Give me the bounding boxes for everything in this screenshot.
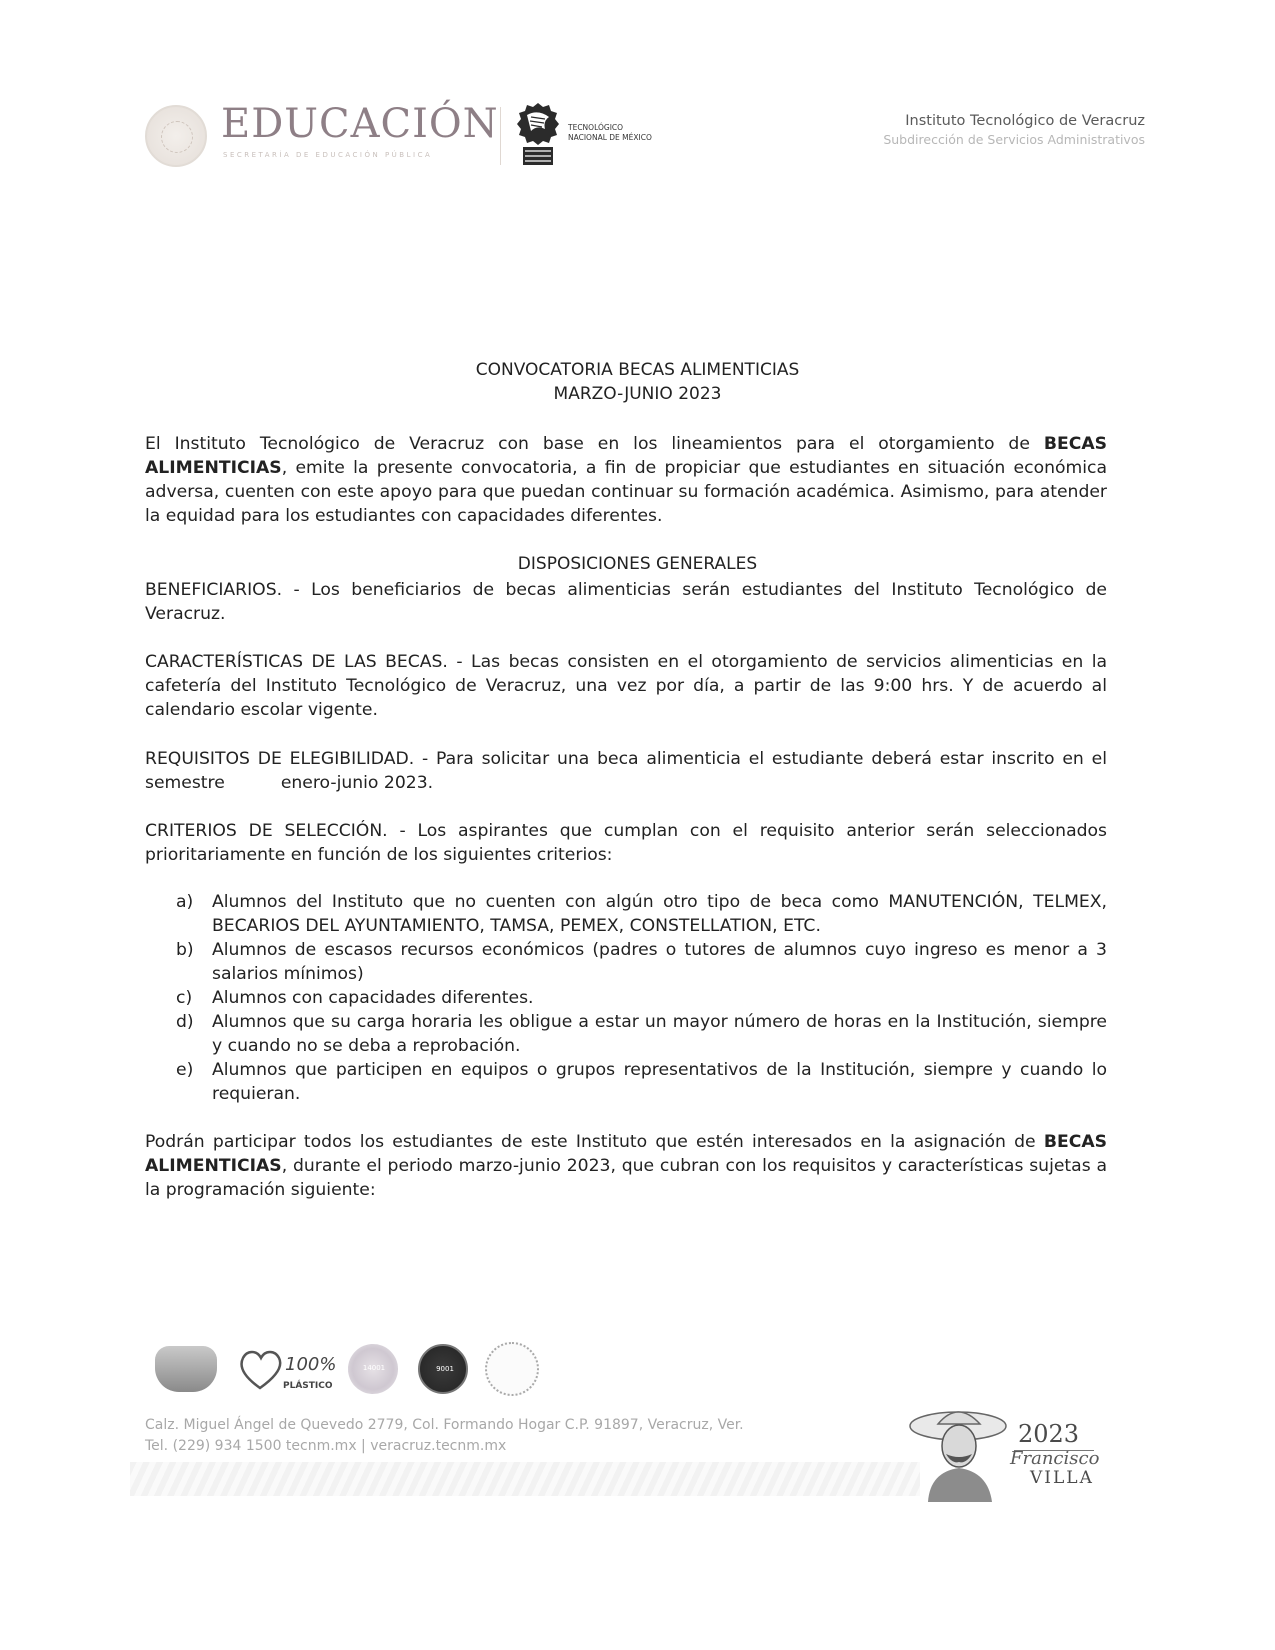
closing-text-bold: BECAS ALIMENTICIAS — [145, 1132, 1107, 1176]
iso-9001-badge-icon — [418, 1344, 468, 1394]
requirements-text-1: - Para solicitar una beca alimenticia el estudiante deberá estar inscrito en el semestre — [145, 749, 1107, 793]
list-item-text: Alumnos que su carga horaria les obligue a estar un mayor número de horas en la Institución, siempre y cuando no se deba a reprobación. — [212, 1012, 1107, 1056]
criteria-paragraph — [145, 819, 1107, 867]
criteria-list — [176, 890, 1107, 1106]
page-header — [145, 95, 1145, 185]
criteria-label: CRITERIOS DE SELECCIÓN. — [145, 821, 388, 841]
list-item-letter: a) — [176, 892, 194, 912]
criteria-text: - Los aspirantes que cumplan con el requisito anterior serán seleccionados prioritariamente en función de los siguientes criterios: — [145, 821, 1107, 865]
footer-address: Calz. Miguel Ángel de Quevedo 2779, Col. Formando Hogar C.P. 91897, Veracruz, Ver. — [145, 1417, 744, 1433]
tecnm-logo-text — [568, 123, 652, 143]
tecnm-line-2: NACIONAL DE MÉXICO — [568, 133, 652, 142]
list-item-letter: d) — [176, 1012, 194, 1032]
certification-badges — [155, 1340, 545, 1400]
francisco-villa-portrait-icon — [908, 1398, 1020, 1502]
national-seal-icon — [145, 105, 207, 167]
document-period: MARZO-JUNIO 2023 — [553, 384, 722, 404]
plastic-free-heart-icon — [235, 1344, 345, 1394]
intro-text-pre: El Instituto Tecnológico de Veracruz con base en los lineamientos para el otorgamiento de — [145, 434, 1044, 454]
intro-text-bold: BECAS ALIMENTICIAS — [145, 434, 1107, 478]
requirements-label: REQUISITOS DE ELEGIBILIDAD. — [145, 749, 415, 769]
list-item — [176, 1010, 1107, 1058]
francisco-text: Francisco — [1010, 1448, 1100, 1469]
document-title: CONVOCATORIA BECAS ALIMENTICIAS — [475, 360, 800, 380]
star-seal-badge-icon — [485, 1342, 539, 1396]
villa-text: VILLA — [1030, 1468, 1094, 1488]
list-item-text: Alumnos del Instituto que no cuenten con algún otro tipo de beca como MANUTENCIÓN, TELMEX, BECARIOS DEL AYUNTAMIENTO, TAMSA, PEMEX, CONSTELLATION, ETC. — [212, 892, 1107, 936]
footer-decorative-pattern — [130, 1462, 920, 1496]
closing-paragraph — [145, 1130, 1107, 1202]
general-dispositions-heading: DISPOSICIONES GENERALES — [517, 554, 758, 574]
list-item — [176, 890, 1107, 938]
characteristics-paragraph — [145, 650, 1107, 722]
education-logo-title: EDUCACIÓN — [221, 101, 499, 147]
list-item-text: Alumnos con capacidades diferentes. — [212, 988, 534, 1008]
characteristics-label: CARACTERÍSTICAS DE LAS BECAS. — [145, 652, 448, 672]
list-item — [176, 986, 1107, 1010]
list-item — [176, 938, 1107, 986]
list-item-text: Alumnos que participen en equipos o grupos representativos de la Institución, siempre y cuando lo requieran. — [212, 1060, 1107, 1104]
tecnm-gear-icon — [515, 101, 561, 167]
list-item — [176, 1058, 1107, 1106]
requirements-text-2: enero-junio 2023. — [280, 773, 434, 793]
education-logo-subtitle: SECRETARÍA DE EDUCACIÓN PÚBLICA — [223, 151, 433, 159]
iso-14001-badge-icon — [348, 1344, 398, 1394]
header-divider — [500, 107, 501, 165]
tecnm-line-1: TECNOLÓGICO — [568, 123, 624, 132]
beneficiaries-text: - Los beneficiarios de becas alimenticias serán estudiantes del Instituto Tecnológico de Veracruz. — [145, 580, 1107, 624]
list-item-letter: b) — [176, 940, 194, 960]
footer-contact: Tel. (229) 934 1500 tecnm.mx | veracruz.tecnm.mx — [145, 1438, 507, 1454]
characteristics-text: - Las becas consisten en el otorgamiento de servicios alimenticias en la cafetería del Instituto Tecnológico de Veracruz, una vez por día, a partir de las 9:00 hrs. Y de acuerdo al calendario escolar vigente. — [145, 652, 1108, 720]
institute-name: Instituto Tecnológico de Veracruz — [905, 113, 1145, 129]
plastic-badge-pct: 100% — [285, 1354, 337, 1375]
list-item-text: Alumnos de escasos recursos económicos (padres o tutores de alumnos cuyo ingreso es menor a 3 salarios mínimos) — [212, 940, 1107, 984]
list-item-letter: c) — [176, 988, 193, 1008]
requirements-paragraph — [145, 747, 1107, 795]
intro-paragraph — [145, 432, 1107, 528]
iso-9001-label: 9001 — [436, 1365, 454, 1373]
plastic-badge-label: PLÁSTICO — [283, 1381, 333, 1391]
year-2023: 2023 — [1018, 1420, 1080, 1448]
beneficiaries-paragraph — [145, 578, 1107, 626]
shield-badge-icon — [155, 1346, 217, 1392]
institute-subdivision: Subdirección de Servicios Administrativos — [883, 132, 1145, 147]
iso-14001-label: 14001 — [362, 1364, 386, 1372]
list-item-letter: e) — [176, 1060, 194, 1080]
intro-text-post: , emite la presente convocatoria, a fin de propiciar que estudiantes en situación económica adversa, cuenten con este apoyo para que puedan continuar su formación académica. Asimismo, para atender la equidad para los estudiantes con capacidades diferentes. — [145, 458, 1107, 526]
beneficiaries-label: BENEFICIARIOS. — [145, 580, 283, 600]
closing-text-post: , durante el periodo marzo-junio 2023, que cubran con los requisitos y características sujetas a la programación siguiente: — [145, 1156, 1107, 1200]
closing-text-pre: Podrán participar todos los estudiantes de este Instituto que estén interesados en la asignación de — [145, 1132, 1044, 1152]
